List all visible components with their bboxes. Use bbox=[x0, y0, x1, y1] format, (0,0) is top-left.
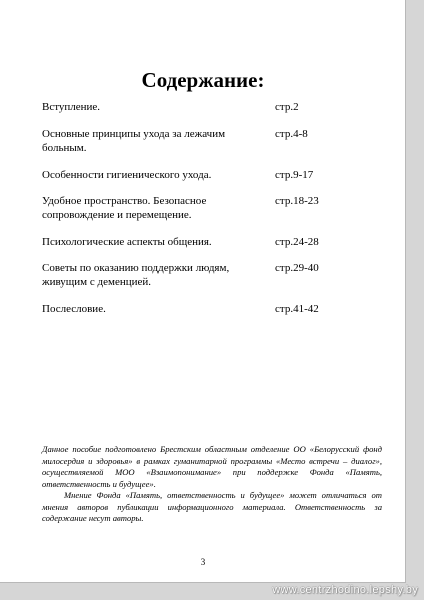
page-number: 3 bbox=[200, 557, 206, 567]
toc-item-page: стр.2 bbox=[275, 101, 299, 113]
toc-item-label: Психологические аспекты общения. bbox=[42, 236, 212, 248]
toc-item-label: Особенности гигиенического ухода. bbox=[42, 169, 212, 181]
toc-item-label: Удобное пространство. Безопасное сопровождение и перемещение. bbox=[42, 195, 207, 221]
disclaimer-paragraph: Мнение Фонда «Память, ответственность и будущее» может отличаться от мнения авторов публикации информационного материала. Ответственность за содержание несут авторы. bbox=[42, 490, 382, 523]
toc-item-page: стр.4-8 bbox=[275, 128, 308, 140]
funding-note-paragraph: Данное пособие подготовлено Брестским областным отделение ОО «Белорусский фонд милосердия и здоровья» в рамках гуманитарной программы «Место встречи – диалог», осуществляемой МОО «Взаимопонимание» при поддержке Фонда «Память, ответственность и будущее». bbox=[42, 444, 382, 489]
toc-item-page: стр.9-17 bbox=[275, 169, 314, 181]
funding-note bbox=[42, 444, 382, 525]
toc-item-label: Послесловие. bbox=[42, 303, 106, 315]
toc-item-page: стр.29-40 bbox=[275, 262, 319, 274]
toc-item-label: Вступление. bbox=[42, 101, 101, 113]
toc-item-page: стр.18-23 bbox=[275, 195, 319, 207]
watermark: www.centrzhodino.lepshy.by bbox=[272, 584, 418, 596]
toc-item-page: стр.41-42 bbox=[275, 303, 319, 315]
toc-item-label: Основные принципы ухода за лежачим больным. bbox=[42, 128, 226, 154]
page-title: Содержание: bbox=[141, 68, 265, 92]
toc-item-label: Советы по оказанию поддержки людям, живущим с деменцией. bbox=[42, 262, 230, 288]
toc-item-page: стр.24-28 bbox=[275, 236, 319, 248]
